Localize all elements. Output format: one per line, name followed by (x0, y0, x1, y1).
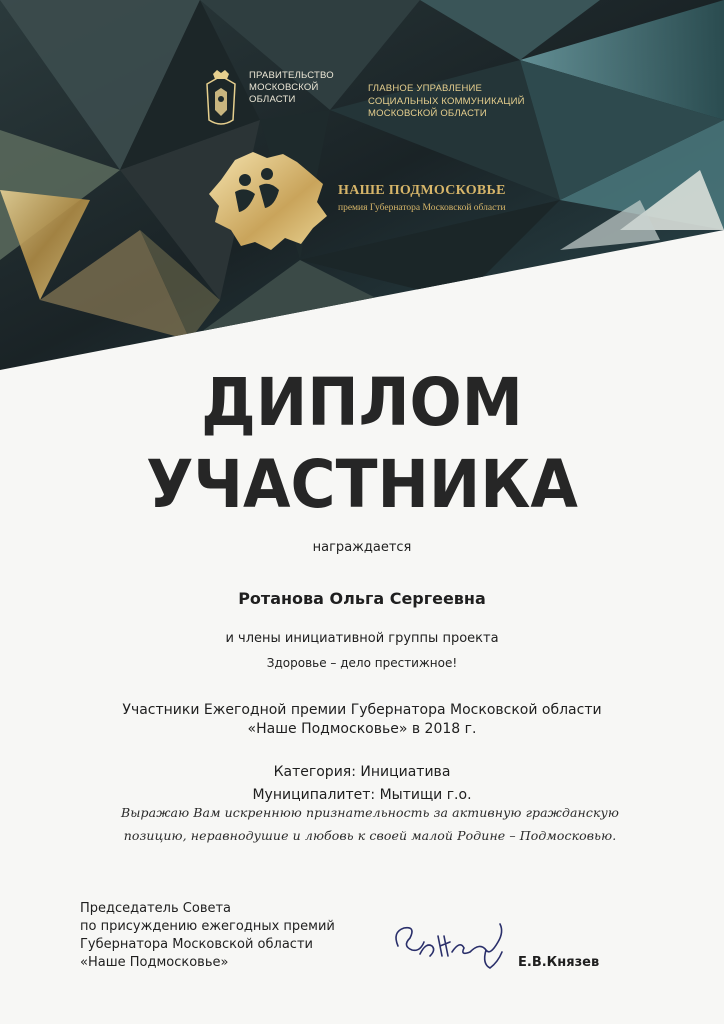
government-name (249, 70, 334, 106)
participants-line-1: Участники Ежегодной премии Губернатора Московской области (122, 702, 602, 718)
moscow-oblast-coat-of-arms-icon (203, 70, 239, 128)
recipient-name: Ротанова Ольга Сергеевна (238, 589, 486, 608)
department-line-2: СОЦИАЛЬНЫХ КОММУНИКАЦИЙ (368, 95, 525, 107)
government-block (203, 70, 334, 128)
participants-line-2: «Наше Подмосковье» в 2018 г. (247, 721, 477, 737)
members-line: и члены инициативной группы проекта (225, 631, 499, 646)
prize-title: НАШЕ ПОДМОСКОВЬЕ (338, 183, 506, 198)
chairman-title (80, 900, 335, 972)
awarded-label: награждается (312, 540, 412, 555)
project-name: Здоровье – дело престижное! (266, 656, 458, 670)
chairman-line-4: «Наше Подмосковье» (80, 955, 229, 970)
government-line-2: МОСКОВСКОЙ (249, 82, 319, 93)
department-line-1: ГЛАВНОЕ УПРАВЛЕНИЕ (368, 83, 483, 94)
category-line: Категория: Инициатива (273, 764, 451, 780)
prize-subtitle: премия Губернатора Московской области (338, 203, 506, 213)
diploma-title-line-1: ДИПЛОМ (201, 364, 523, 441)
department-name (368, 83, 525, 121)
diploma-title-line-2: УЧАСТНИКА (146, 446, 578, 523)
chairman-line-2: по присуждению ежегодных премий (80, 919, 335, 934)
moscow-region-map-with-people-icon (205, 150, 330, 258)
municipality-line: Муниципалитет: Мытищи г.о. (252, 787, 472, 803)
chairman-line-1: Председатель Совета (80, 901, 232, 916)
gratitude-line-1: Выражаю Вам искреннюю признательность за активную гражданскую (120, 805, 620, 820)
government-line-3: ОБЛАСТИ (249, 94, 296, 105)
chairman-line-3: Губернатора Московской области (80, 937, 313, 952)
signer-name: Е.В.Князев (518, 955, 600, 970)
handwritten-signature (390, 912, 510, 972)
gratitude-line-2: позицию, неравнодушие и любовь к своей малой Родине – Подмосковью. (123, 828, 617, 843)
department-line-3: МОСКОВСКОЙ ОБЛАСТИ (368, 108, 487, 119)
government-line-1: ПРАВИТЕЛЬСТВО (249, 70, 334, 81)
